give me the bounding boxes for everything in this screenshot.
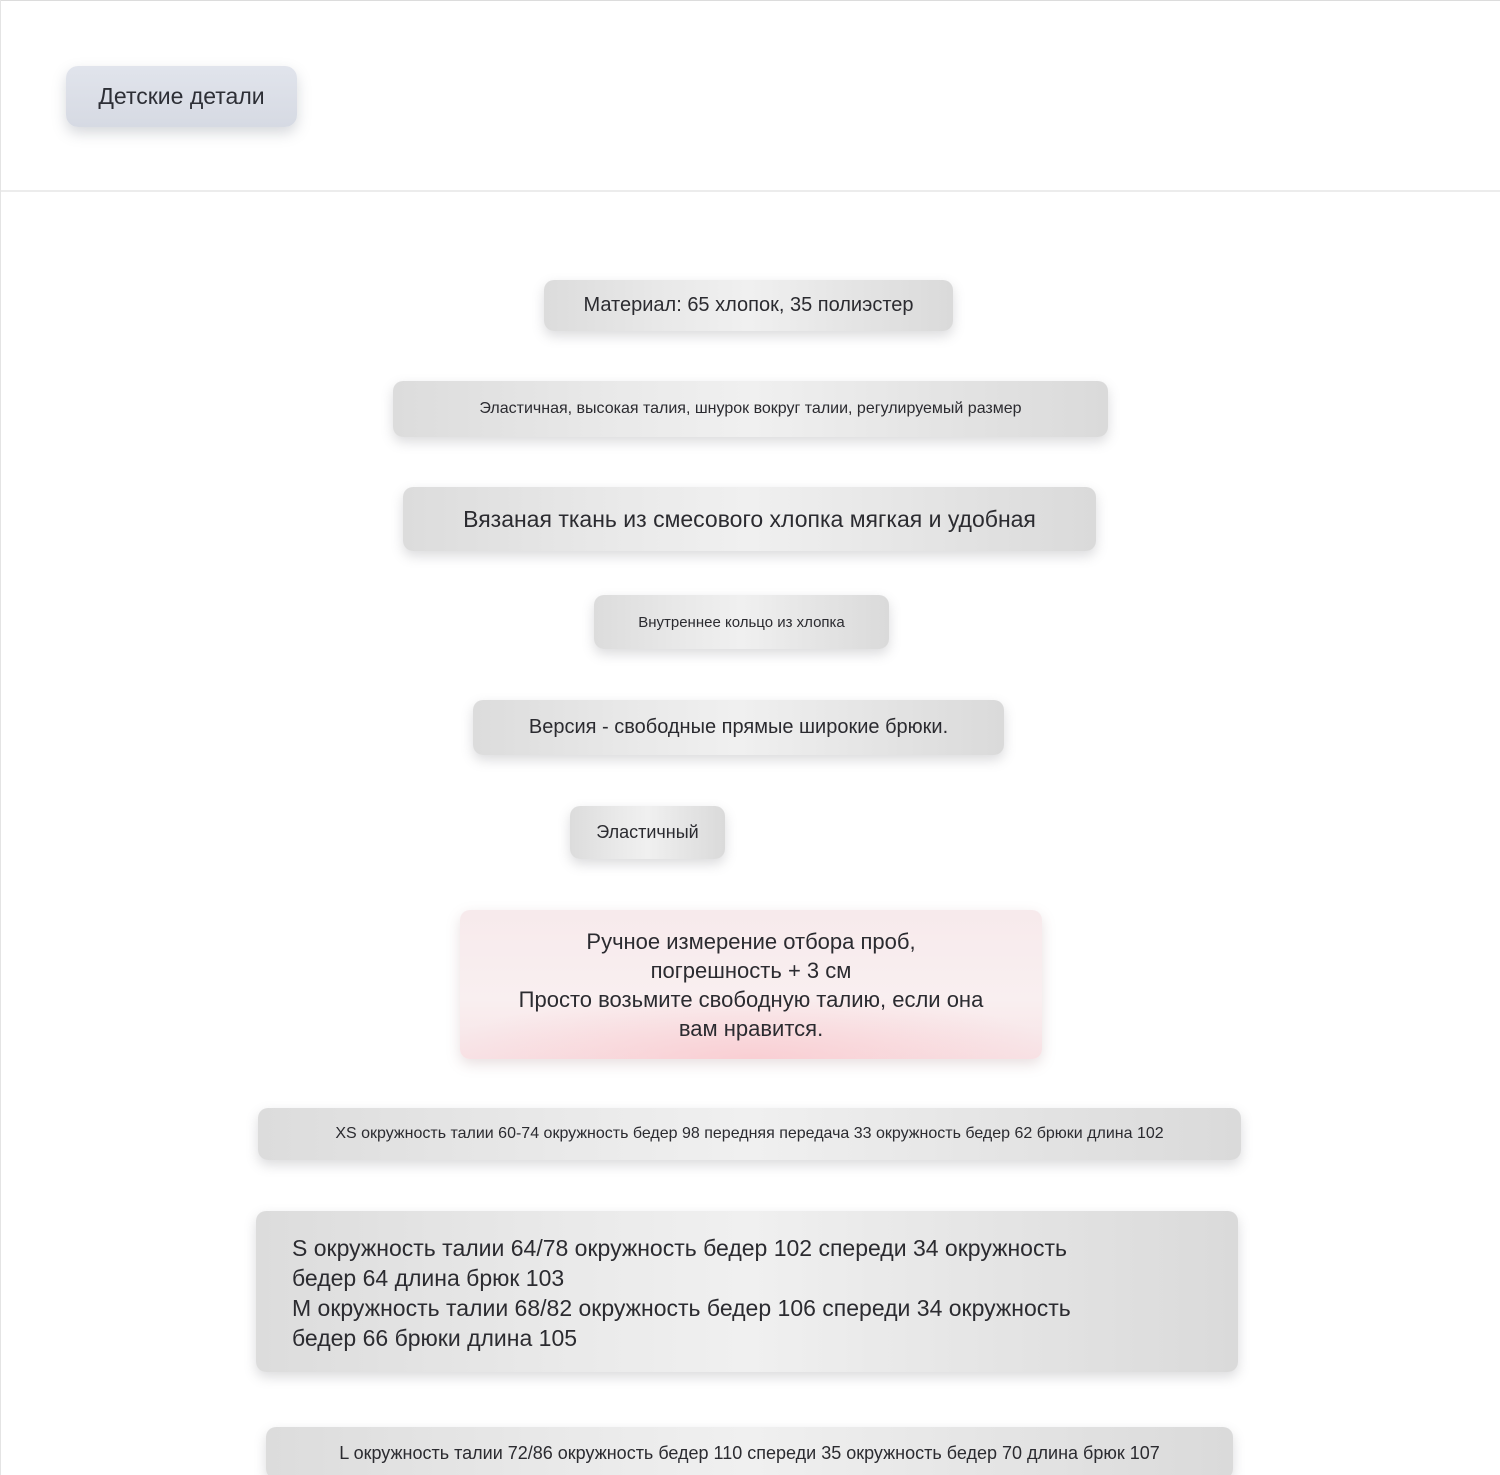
inner-ring-text: Внутреннее кольцо из хлопка: [638, 613, 845, 631]
measurement-note-line-2: погрешность + 3 см: [650, 957, 852, 983]
elastic-text: Эластичный: [596, 822, 699, 842]
measurement-note-line-4: вам нравится.: [678, 1015, 824, 1041]
measurement-note-tag: [460, 910, 1042, 1059]
version-tag: [473, 700, 1004, 755]
size-m-line-1: M окружность талии 68/82 окружность бедер 106 спереди 34 окружность: [292, 1295, 1071, 1321]
material-tag: [544, 280, 953, 331]
measurement-note-line-3: Просто возьмите свободную талию, если она: [518, 986, 984, 1012]
size-xs-text: XS окружность талии 60-74 окружность бедер 98 передняя передача 33 окружность бедер 62 брюки длина 102: [335, 1125, 1164, 1142]
fabric-text: Вязаная ткань из смесового хлопка мягкая и удобная: [463, 505, 1036, 532]
kids-details-button[interactable]: [66, 66, 297, 127]
frame-border-top: [0, 0, 1500, 1]
waist-tag: [393, 381, 1108, 437]
size-s-m-tag: [256, 1211, 1238, 1372]
size-l-tag: [266, 1427, 1233, 1475]
size-l-text: L окружность талии 72/86 окружность бедер 110 спереди 35 окружность бедер 70 длина брюк 107: [339, 1442, 1160, 1463]
measurement-note-line-1: Ручное измерение отбора проб,: [586, 928, 916, 954]
inner-ring-tag: [594, 595, 889, 649]
size-s-line-2: бедер 64 длина брюк 103: [292, 1265, 565, 1291]
size-s-line-1: S окружность талии 64/78 окружность бедер 102 спереди 34 окружность: [292, 1235, 1067, 1261]
version-text: Версия - свободные прямые широкие брюки.: [528, 716, 949, 738]
header-bar: [0, 0, 1500, 192]
elastic-tag: [570, 806, 725, 859]
frame-border-left: [0, 0, 1, 1475]
fabric-tag: [403, 487, 1096, 551]
kids-details-button-label: Детские детали: [98, 83, 265, 109]
size-m-line-2: бедер 66 брюки длина 105: [292, 1325, 578, 1351]
size-xs-tag: [258, 1108, 1241, 1160]
material-text: Материал: 65 хлопок, 35 полиэстер: [583, 294, 914, 316]
waist-text: Эластичная, высокая талия, шнурок вокруг талии, регулируемый размер: [479, 400, 1022, 417]
